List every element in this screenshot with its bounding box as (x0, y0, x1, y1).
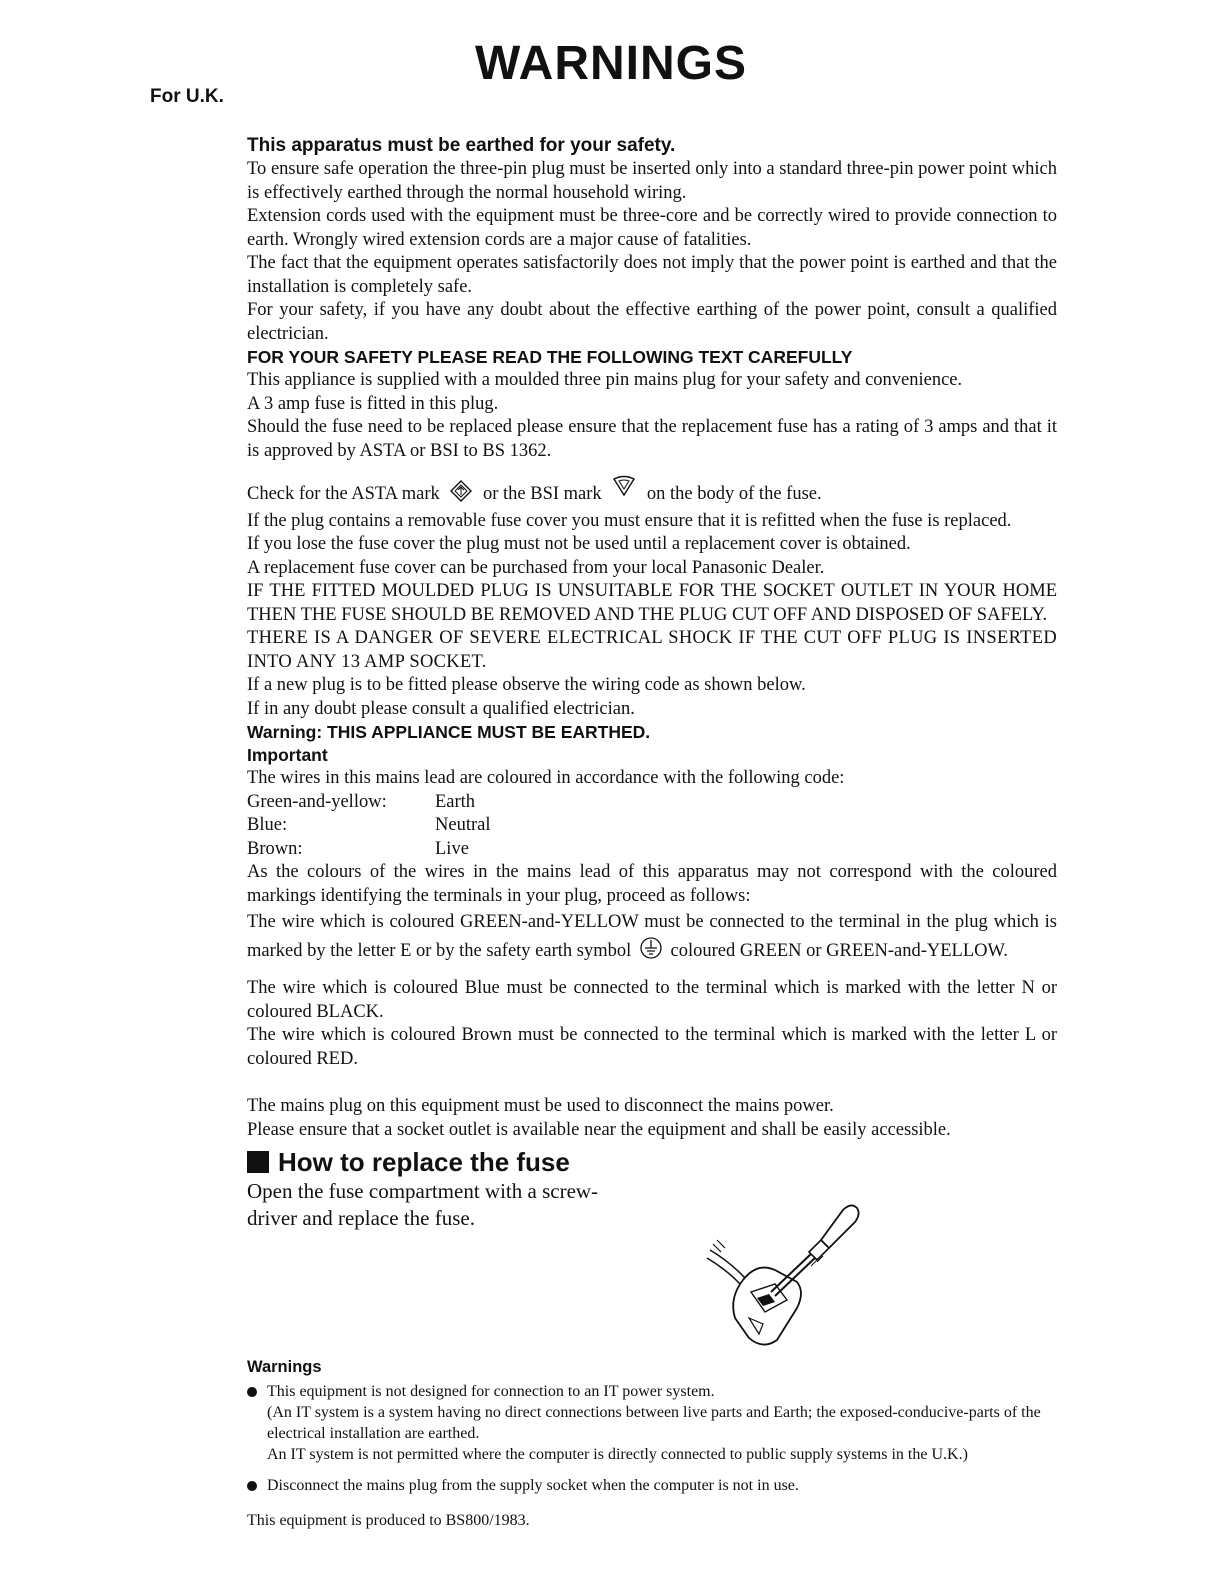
disconnect-paragraph: Please ensure that a socket outlet is available near the equipment and shall be easily accessible. (247, 1119, 951, 1140)
code-intro: The wires in this mains lead are coloured in accordance with the following code: (247, 768, 845, 788)
wire-code-row (247, 791, 1057, 815)
wire-colour: Green-and-yellow: (247, 791, 387, 812)
warnings-section (247, 1355, 1057, 1496)
warning-bullet (247, 1475, 1057, 1496)
warning-bullet (247, 1381, 1057, 1465)
green-wire-text-2: coloured GREEN or GREEN-and-YELLOW. (670, 941, 1008, 961)
safety-paragraph: If in any doubt please consult a qualified electrician. (247, 698, 635, 719)
wire-code-row (247, 838, 1057, 862)
earthing-paragraph: For your safety, if you have any doubt about the effective earthing of the power point, consult a qualified electrician. (247, 300, 1057, 344)
warnings-heading: Warnings (247, 1358, 322, 1376)
bullet-icon (247, 1387, 257, 1397)
warning-line: This equipment is not designed for connection to an IT power system. (267, 1383, 715, 1400)
bullet-icon (247, 1481, 257, 1491)
asta-mark-icon (450, 480, 472, 510)
bsi-kitemark-icon (612, 475, 636, 505)
proceed-paragraph: As the colours of the wires in the mains lead of this apparatus may not correspond with the coloured markings identifying the terminals in your plug, proceed as follows: (247, 862, 1057, 906)
fuse-heading-text: How to replace the fuse (278, 1147, 570, 1177)
main-content (247, 134, 1057, 1232)
safety-paragraph: If the plug contains a removable fuse cover you must ensure that it is refitted when the fuse is replaced. (247, 510, 1012, 531)
fuse-heading (247, 1146, 1057, 1178)
safety-paragraph: This appliance is supplied with a moulded three pin mains plug for your safety and convenience. (247, 370, 963, 390)
wire-meaning: Neutral (435, 815, 491, 835)
wire-colour: Brown: (247, 838, 303, 859)
check-text-1: Check for the ASTA mark (247, 484, 440, 504)
green-wire-text-1: The wire which is coloured GREEN-and-YELLOW must be connected to the terminal in the plug which is marked by the letter E or by the safety earth symbol (247, 912, 1057, 961)
warning-line: An IT system is not permitted where the computer is directly connected to public supply systems in the U.K.) (267, 1446, 968, 1463)
blue-wire-paragraph: The wire which is coloured Blue must be connected to the terminal which is marked with the letter N or coloured BLACK. (247, 978, 1057, 1022)
warning-line: Disconnect the mains plug from the supply socket when the computer is not in use. (267, 1477, 799, 1494)
earthing-paragraph: Extension cords used with the equipment must be three-core and be correctly wired to provide connection to earth. Wrongly wired extension cords are a major cause of fatalities. (247, 206, 1057, 250)
brown-wire-paragraph: The wire which is coloured Brown must be connected to the terminal which is marked with the letter L or coloured RED. (247, 1025, 1057, 1069)
wire-meaning: Live (435, 838, 469, 859)
important-heading: Important (247, 745, 328, 765)
earthing-paragraph: The fact that the equipment operates satisfactorily does not imply that the power point is earthed and that the installation is completely safe. (247, 253, 1057, 297)
safety-heading: FOR YOUR SAFETY PLEASE READ THE FOLLOWING TEXT CAREFULLY (247, 347, 853, 367)
square-bullet-icon (247, 1151, 269, 1173)
earth-symbol-icon (640, 937, 662, 969)
warning-line: (An IT system is a system having no direct connections between live parts and Earth; the exposed-conducive-parts of the electrical installation are earthed. (267, 1404, 1041, 1442)
footer-note: This equipment is produced to BS800/1983. (247, 1512, 530, 1529)
safety-paragraph: A 3 amp fuse is fitted in this plug. (247, 393, 499, 414)
plug-screwdriver-illustration (705, 1200, 865, 1355)
safety-caps-paragraph: IF THE FITTED MOULDED PLUG IS UNSUITABLE FOR THE SOCKET OUTLET IN YOUR HOME THEN THE FUSE SHOULD BE REMOVED AND THE PLUG CUT OFF AND DISPOSED OF SAFELY. (247, 581, 1057, 625)
disconnect-paragraph: The mains plug on this equipment must be used to disconnect the mains power. (247, 1096, 834, 1116)
safety-paragraph: Should the fuse need to be replaced please ensure that the replacement fuse has a rating of 3 amps and that it is approved by ASTA or BSI to BS 1362. (247, 417, 1057, 461)
wire-code-row (247, 814, 1057, 838)
earth-warning: Warning: THIS APPLIANCE MUST BE EARTHED. (247, 722, 651, 742)
safety-paragraph: If a new plug is to be fitted please observe the wiring code as shown below. (247, 675, 806, 695)
wire-meaning: Earth (435, 791, 476, 812)
safety-paragraph: A replacement fuse cover can be purchased from your local Panasonic Dealer. (247, 557, 825, 578)
fuse-instructions: Open the fuse compartment with a screw-driver and replace the fuse. (247, 1179, 599, 1230)
region-label: For U.K. (150, 86, 224, 107)
page-title: WARNINGS (475, 37, 747, 90)
safety-caps-paragraph: THERE IS A DANGER OF SEVERE ELECTRICAL SHOCK IF THE CUT OFF PLUG IS INSERTED INTO ANY 13 AMP SOCKET. (247, 628, 1057, 672)
green-wire-paragraph (247, 908, 1057, 969)
safety-paragraph: If you lose the fuse cover the plug must not be used until a replacement cover is obtained. (247, 534, 911, 554)
check-text-3: on the body of the fuse. (646, 484, 822, 504)
earthing-paragraph: To ensure safe operation the three-pin plug must be inserted only into a standard three-pin power point which is effectively earthed through the normal household wiring. (247, 159, 1057, 203)
check-marks-line (247, 475, 1057, 510)
check-text-2: or the BSI mark (482, 484, 602, 504)
earthing-heading: This apparatus must be earthed for your safety. (247, 135, 676, 156)
wire-colour: Blue: (247, 815, 288, 835)
